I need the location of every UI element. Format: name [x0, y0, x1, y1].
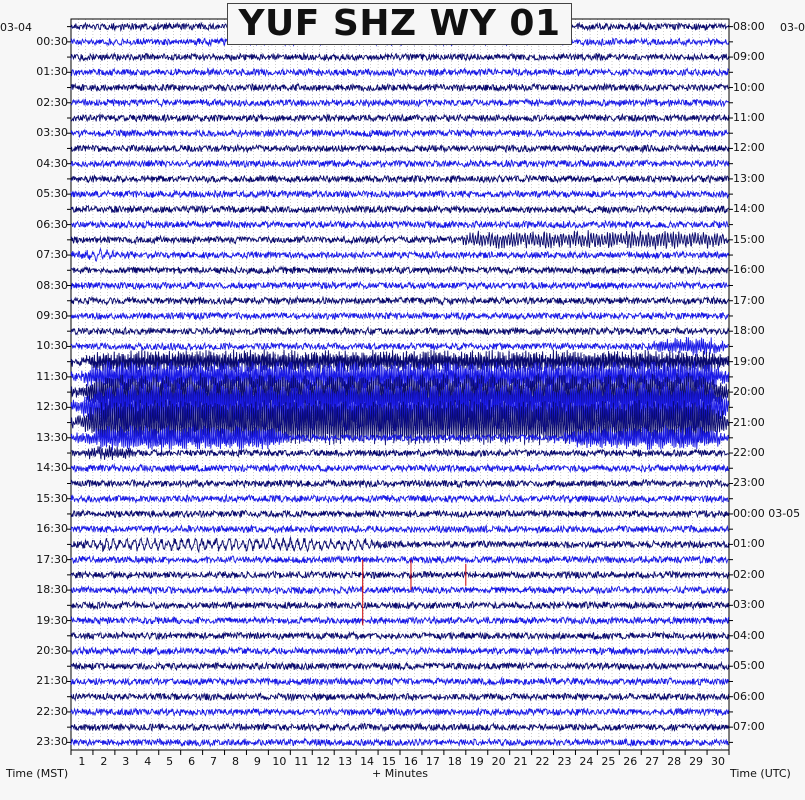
x-tick-label: 7	[210, 755, 218, 768]
x-tick-label: 20	[491, 755, 506, 768]
left-time-label: 10:30	[36, 339, 68, 353]
x-tick-label: 13	[338, 755, 353, 768]
x-tick-label: 2	[100, 755, 108, 768]
left-time-label: 21:30	[36, 674, 68, 688]
left-axis-label: Time (MST)	[6, 767, 69, 780]
x-tick-label: 25	[601, 755, 616, 768]
x-tick-label: 29	[689, 755, 704, 768]
left-time-label: 06:30	[36, 217, 68, 231]
x-tick-label: 28	[667, 755, 682, 768]
x-tick-label: 9	[253, 755, 261, 768]
right-time-label: 17:00	[733, 293, 765, 307]
chart-title-box	[227, 3, 572, 45]
left-time-label: 17:30	[36, 552, 68, 566]
right-time-label: 15:00	[733, 232, 765, 246]
left-time-label: 12:30	[36, 400, 68, 414]
right-time-label: 00:00 03-05	[733, 506, 801, 520]
date-label-right: 03-0	[780, 21, 805, 34]
right-time-label: 02:00	[733, 567, 765, 581]
left-time-label: 19:30	[36, 613, 68, 627]
right-time-label: 09:00	[733, 50, 765, 64]
left-time-label: 18:30	[36, 583, 68, 597]
x-tick-label: 6	[188, 755, 196, 768]
x-tick-label: 18	[447, 755, 462, 768]
x-axis-label: + Minutes	[371, 767, 429, 780]
x-tick-label: 12	[316, 755, 331, 768]
left-time-label: 03:30	[36, 126, 68, 140]
right-time-label: 23:00	[733, 476, 765, 490]
x-tick-label: 14	[360, 755, 375, 768]
left-time-label: 02:30	[36, 95, 68, 109]
right-time-label: 11:00	[733, 110, 765, 124]
right-time-label: 18:00	[733, 324, 765, 338]
right-time-label: 22:00	[733, 446, 765, 460]
right-time-label: 19:00	[733, 354, 765, 368]
x-tick-label: 30	[711, 755, 725, 768]
x-tick-label: 27	[645, 755, 660, 768]
left-time-label: 09:30	[36, 308, 68, 322]
right-time-label: 07:00	[733, 720, 765, 734]
left-time-label: 07:30	[36, 248, 68, 262]
x-tick-label: 11	[294, 755, 309, 768]
x-tick-label: 10	[272, 755, 287, 768]
x-tick-label: 19	[469, 755, 484, 768]
left-time-label: 15:30	[36, 491, 68, 505]
right-axis-label: Time (UTC)	[730, 767, 791, 780]
left-time-label: 05:30	[36, 187, 68, 201]
right-time-label: 16:00	[733, 263, 765, 277]
right-time-label: 13:00	[733, 171, 765, 185]
left-time-label: 00:30	[36, 34, 68, 48]
left-time-label: 13:30	[36, 430, 68, 444]
x-tick-label: 1	[78, 755, 86, 768]
right-time-label: 01:00	[733, 537, 765, 551]
x-tick-label: 8	[231, 755, 239, 768]
right-time-label: 06:00	[733, 689, 765, 703]
left-time-label: 11:30	[36, 369, 68, 383]
x-tick-label: 4	[144, 755, 152, 768]
x-tick-label: 17	[425, 755, 440, 768]
right-time-label: 10:00	[733, 80, 765, 94]
left-time-label: 20:30	[36, 644, 68, 657]
right-time-label: 08:00	[733, 19, 765, 33]
right-time-label: 20:00	[733, 385, 765, 399]
date-label-left: 03-04	[0, 21, 32, 34]
x-tick-label: 3	[122, 755, 130, 768]
right-time-label: 04:00	[733, 628, 765, 642]
left-time-label: 01:30	[36, 65, 68, 79]
right-time-label: 03:00	[733, 598, 765, 612]
x-tick-label: 26	[623, 755, 638, 768]
x-tick-label: 16	[403, 755, 418, 768]
x-tick-label: 24	[579, 755, 594, 768]
right-time-label: 12:00	[733, 141, 765, 155]
left-time-label: 23:30	[36, 735, 68, 749]
left-time-label: 08:30	[36, 278, 68, 292]
x-tick-label: 22	[535, 755, 550, 768]
right-time-label: 21:00	[733, 415, 765, 429]
right-time-label: 14:00	[733, 202, 765, 216]
left-time-label: 14:30	[36, 461, 68, 475]
left-time-label: 22:30	[36, 704, 68, 718]
x-tick-label: 23	[557, 755, 572, 768]
left-time-label: 16:30	[36, 522, 68, 536]
right-time-label: 05:00	[733, 659, 765, 673]
x-tick-label: 5	[166, 755, 174, 768]
x-tick-label: 21	[513, 755, 528, 768]
x-tick-label: 15	[382, 755, 396, 768]
chart-title: YUF SHZ WY 01	[238, 3, 561, 44]
left-time-label: 04:30	[36, 156, 68, 170]
